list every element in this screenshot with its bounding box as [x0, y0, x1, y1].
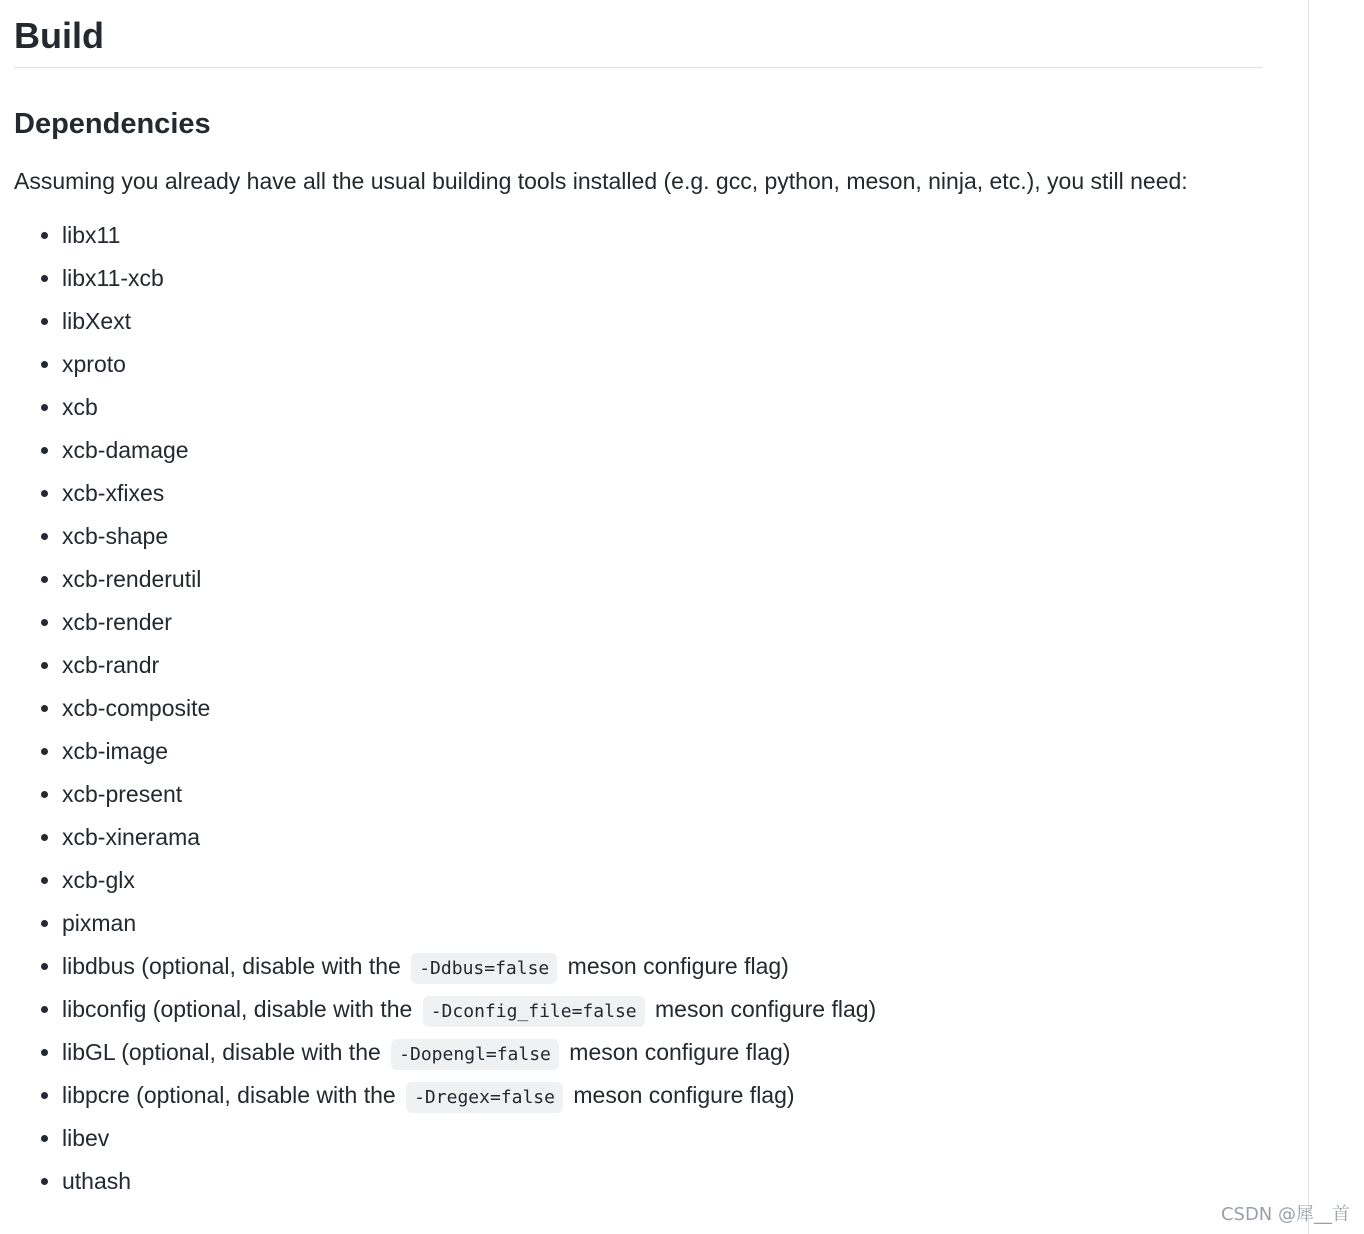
- bullet-icon: [41, 361, 48, 368]
- dependency-name: xcb-image: [62, 738, 169, 764]
- bullet-icon: [41, 533, 48, 540]
- dependency-item: [14, 306, 1262, 349]
- dependency-name: libx11: [62, 222, 121, 248]
- dependency-note-suffix: meson configure flag): [655, 996, 877, 1022]
- bullet-icon: [41, 1006, 48, 1013]
- dependency-note-suffix: meson configure flag): [567, 953, 789, 979]
- bullet-icon: [41, 791, 48, 798]
- dependency-name: xcb-randr: [62, 652, 160, 678]
- bullet-icon: [41, 318, 48, 325]
- dependency-note: (optional, disable with the: [114, 1039, 381, 1065]
- section-heading-dependencies: Dependencies: [14, 108, 211, 140]
- dependency-name: xcb-xfixes: [62, 480, 165, 506]
- bullet-icon: [41, 1049, 48, 1056]
- dependency-name: xcb-composite: [62, 695, 211, 721]
- bullet-icon: [41, 834, 48, 841]
- dependency-item: [14, 392, 1262, 435]
- dependency-note-suffix: meson configure flag): [573, 1082, 795, 1108]
- dependency-item: [14, 779, 1262, 822]
- dependency-name: xcb-shape: [62, 523, 169, 549]
- dependency-item: [14, 435, 1262, 478]
- dependency-name: xcb-present: [62, 781, 183, 807]
- watermark: CSDN @犀__首: [1220, 1204, 1350, 1225]
- dependency-name: xcb-renderutil: [62, 566, 202, 592]
- dependency-item: [14, 736, 1262, 779]
- meson-flag-code: -Dopengl=false: [391, 1039, 559, 1070]
- dependency-name: libGL: [62, 1039, 115, 1065]
- dependency-item: [14, 951, 1262, 994]
- bullet-icon: [41, 404, 48, 411]
- dependency-item: [14, 650, 1262, 693]
- bullet-icon: [41, 619, 48, 626]
- dependency-note: (optional, disable with the: [129, 1082, 396, 1108]
- dependency-item: [14, 607, 1262, 650]
- dependency-item: [14, 478, 1262, 521]
- bullet-icon: [41, 447, 48, 454]
- dependency-name: libconfig: [62, 996, 147, 1022]
- title-divider: [14, 67, 1262, 68]
- dependency-name: libx11-xcb: [62, 265, 164, 291]
- bullet-icon: [41, 232, 48, 239]
- dependency-name: pixman: [62, 910, 137, 936]
- dependency-name: xcb-xinerama: [62, 824, 201, 850]
- dependency-item: [14, 865, 1262, 908]
- meson-flag-code: -Dregex=false: [406, 1082, 563, 1113]
- dependency-name: libev: [62, 1125, 110, 1151]
- dependency-item: [14, 349, 1262, 392]
- dependency-name: xcb-glx: [62, 867, 135, 893]
- bullet-icon: [41, 275, 48, 282]
- bullet-icon: [41, 576, 48, 583]
- dependency-name: xproto: [62, 351, 126, 377]
- dependency-item: [14, 263, 1262, 306]
- dependency-item: [14, 1037, 1262, 1080]
- dependency-name: xcb-damage: [62, 437, 189, 463]
- dependency-note: (optional, disable with the: [146, 996, 413, 1022]
- page-title: Build: [14, 15, 104, 56]
- dependency-name: xcb-render: [62, 609, 172, 635]
- dependency-note-suffix: meson configure flag): [569, 1039, 791, 1065]
- bullet-icon: [41, 920, 48, 927]
- dependency-item: [14, 521, 1262, 564]
- dependency-item: [14, 1166, 1262, 1209]
- dependency-note: (optional, disable with the: [134, 953, 401, 979]
- bullet-icon: [41, 705, 48, 712]
- dependency-name: xcb: [62, 394, 98, 420]
- dependency-item: [14, 908, 1262, 951]
- bullet-icon: [41, 1092, 48, 1099]
- bullet-icon: [41, 748, 48, 755]
- dependency-item: [14, 1080, 1262, 1123]
- dependency-item: [14, 693, 1262, 736]
- dependency-name: uthash: [62, 1168, 132, 1194]
- bullet-icon: [41, 1178, 48, 1185]
- dependency-item: [14, 220, 1262, 263]
- bullet-icon: [41, 877, 48, 884]
- intro-paragraph: Assuming you already have all the usual building tools installed (e.g. gcc, python, meson, ninja, etc.), you still need:: [14, 168, 1188, 194]
- dependency-item: [14, 822, 1262, 865]
- bullet-icon: [41, 662, 48, 669]
- dependency-list: [14, 220, 1262, 1209]
- readme-content: [14, 0, 1262, 1209]
- dependency-item: [14, 994, 1262, 1037]
- bullet-icon: [41, 490, 48, 497]
- bullet-icon: [41, 963, 48, 970]
- dependency-item: [14, 564, 1262, 607]
- right-border-line: [1308, 0, 1309, 1234]
- dependency-name: libXext: [62, 308, 132, 334]
- dependency-name: libdbus: [62, 953, 135, 979]
- meson-flag-code: -Ddbus=false: [411, 953, 557, 984]
- meson-flag-code: -Dconfig_file=false: [423, 996, 645, 1027]
- dependency-name: libpcre: [62, 1082, 130, 1108]
- bullet-icon: [41, 1135, 48, 1142]
- dependency-item: [14, 1123, 1262, 1166]
